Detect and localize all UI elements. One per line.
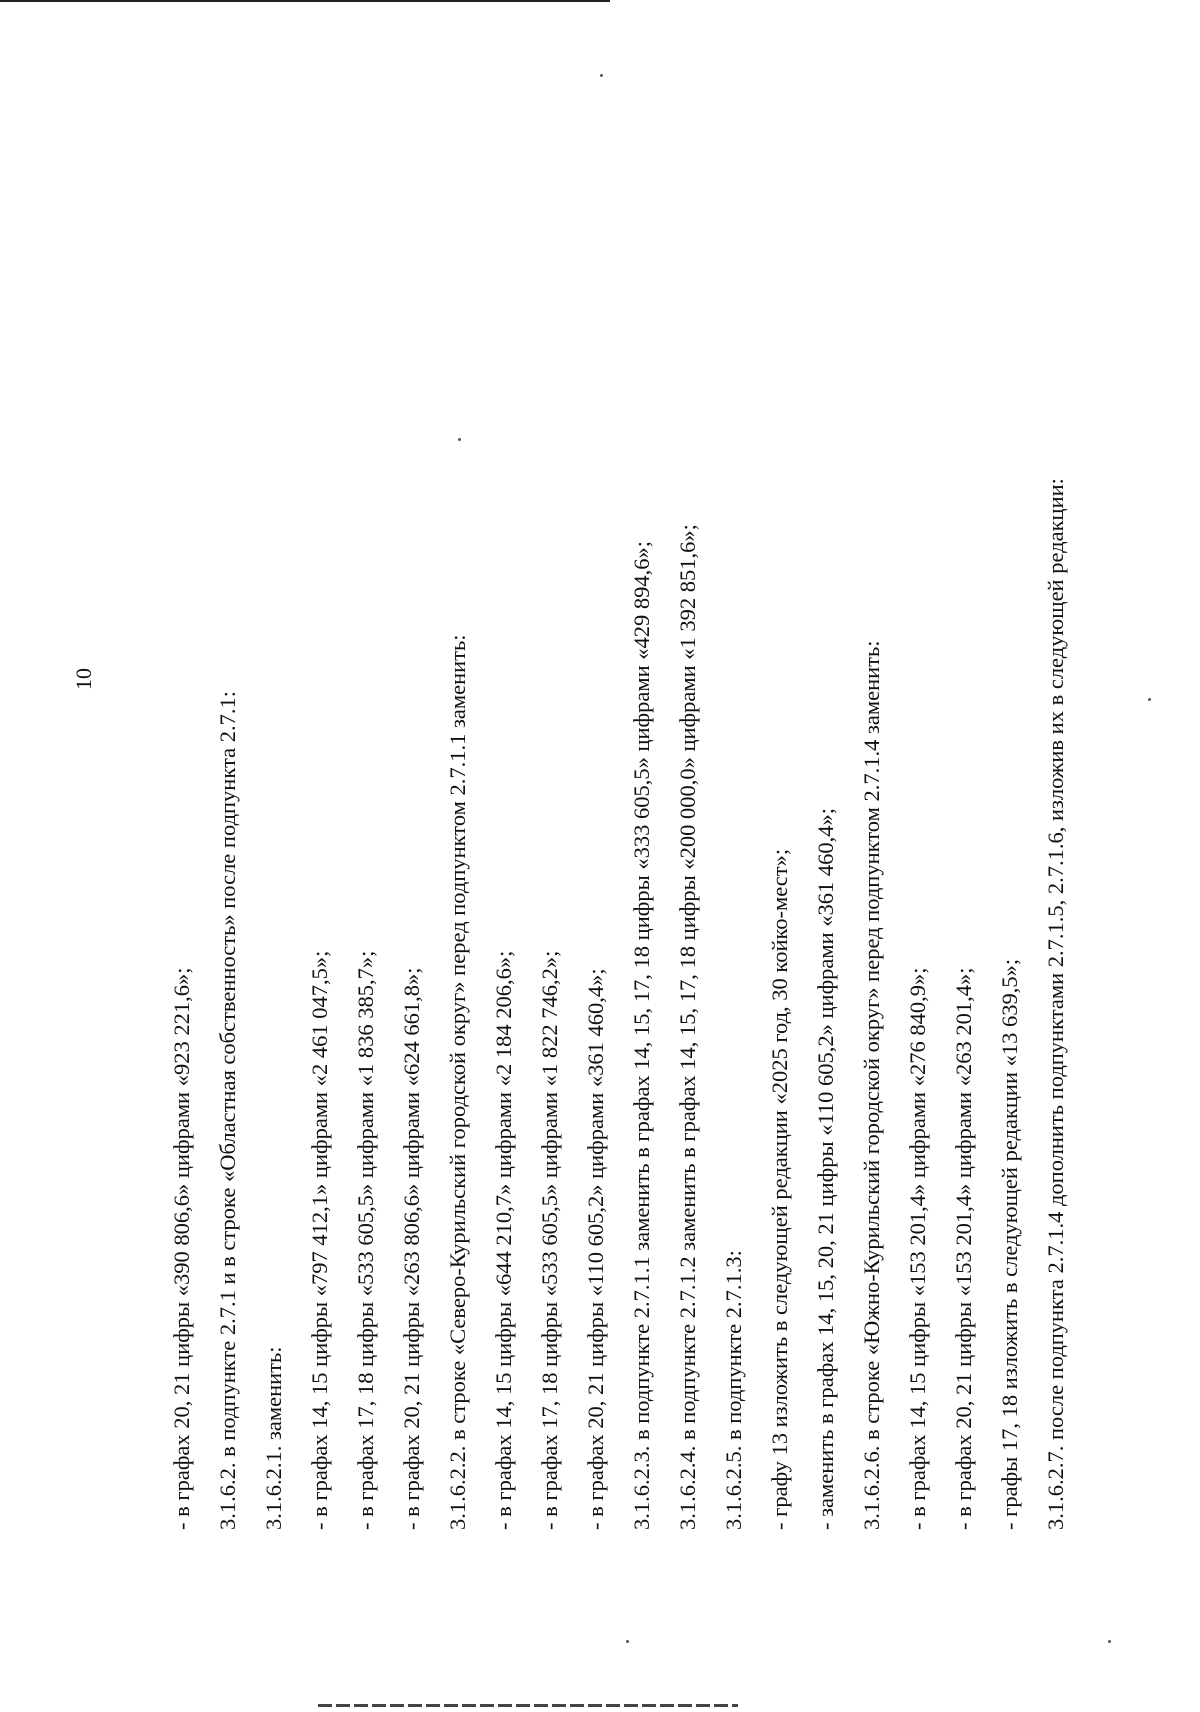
document-line: 3.1.6.2.7. после подпункта 2.7.1.4 дополнить подпунктами 2.7.1.5, 2.7.1.6, изложив их в следующей редакции:: [1043, 478, 1068, 1530]
scan-speck: [600, 74, 603, 77]
document-line: - графу 13 изложить в следующей редакции «2025 год, 30 койко-мест»;: [767, 848, 792, 1530]
document-line: 3.1.6.2.4. в подпункте 2.7.1.2 заменить в графах 14, 15, 17, 18 цифры «200 000,0» цифрами «1 392 851,6»;: [675, 524, 700, 1530]
document-line: 3.1.6.2.5. в подпункте 2.7.1.3:: [721, 1250, 746, 1530]
document-line: - в графах 20, 21 цифры «263 806,6» цифрами «624 661,8»;: [399, 967, 424, 1530]
rotated-document-page: [71, 170, 1090, 1530]
scan-edge-top: [0, 0, 610, 2]
scan-edge-bottom: [318, 1704, 738, 1707]
document-line: - в графах 14, 15 цифры «797 412,1» цифрами «2 461 047,5»;: [307, 950, 332, 1530]
document-line: 3.1.6.2.3. в подпункте 2.7.1.1 заменить в графах 14, 15, 17, 18 цифры «333 605,5» цифрами «429 894,6»;: [629, 540, 654, 1530]
document-line: - в графах 17, 18 цифры «533 605,5» цифрами «1 836 385,7»;: [353, 950, 378, 1530]
scan-speck: [1108, 1640, 1111, 1643]
scan-speck: [1148, 698, 1151, 701]
page-number: 10: [71, 668, 96, 690]
document-line: - в графах 20, 21 цифры «110 605,2» цифрами «361 460,4»;: [583, 968, 608, 1530]
scan-speck: [626, 1640, 629, 1643]
document-line: - в графах 17, 18 цифры «533 605,5» цифрами «1 822 746,2»;: [537, 950, 562, 1530]
document-line: 3.1.6.2.6. в строке «Южно-Курильский городской округ» перед подпунктом 2.7.1.4 заменить:: [859, 640, 884, 1530]
document-line: - графы 17, 18 изложить в следующей редакции «13 639,5»;: [997, 958, 1022, 1530]
document-line: 3.1.6.2.2. в строке «Северо-Курильский городской округ» перед подпунктом 2.7.1.1 заменить:: [445, 634, 470, 1530]
document-line: - в графах 20, 21 цифры «153 201,4» цифрами «263 201,4»;: [951, 967, 976, 1530]
document-line: - в графах 20, 21 цифры «390 806,6» цифрами «923 221,6»;: [169, 967, 194, 1530]
document-line: - заменить в графах 14, 15, 20, 21 цифры «110 605,2» цифрами «361 460,4»;: [813, 807, 838, 1530]
document-line: 3.1.6.2. в подпункте 2.7.1 и в строке «Областная собственность» после подпункта 2.7.1:: [215, 691, 240, 1530]
document-line: - в графах 14, 15 цифры «153 201,4» цифрами «276 840,9»;: [905, 967, 930, 1530]
document-line: 3.1.6.2.1. заменить:: [261, 1346, 286, 1530]
document-line: - в графах 14, 15 цифры «644 210,7» цифрами «2 184 206,6»;: [491, 950, 516, 1530]
